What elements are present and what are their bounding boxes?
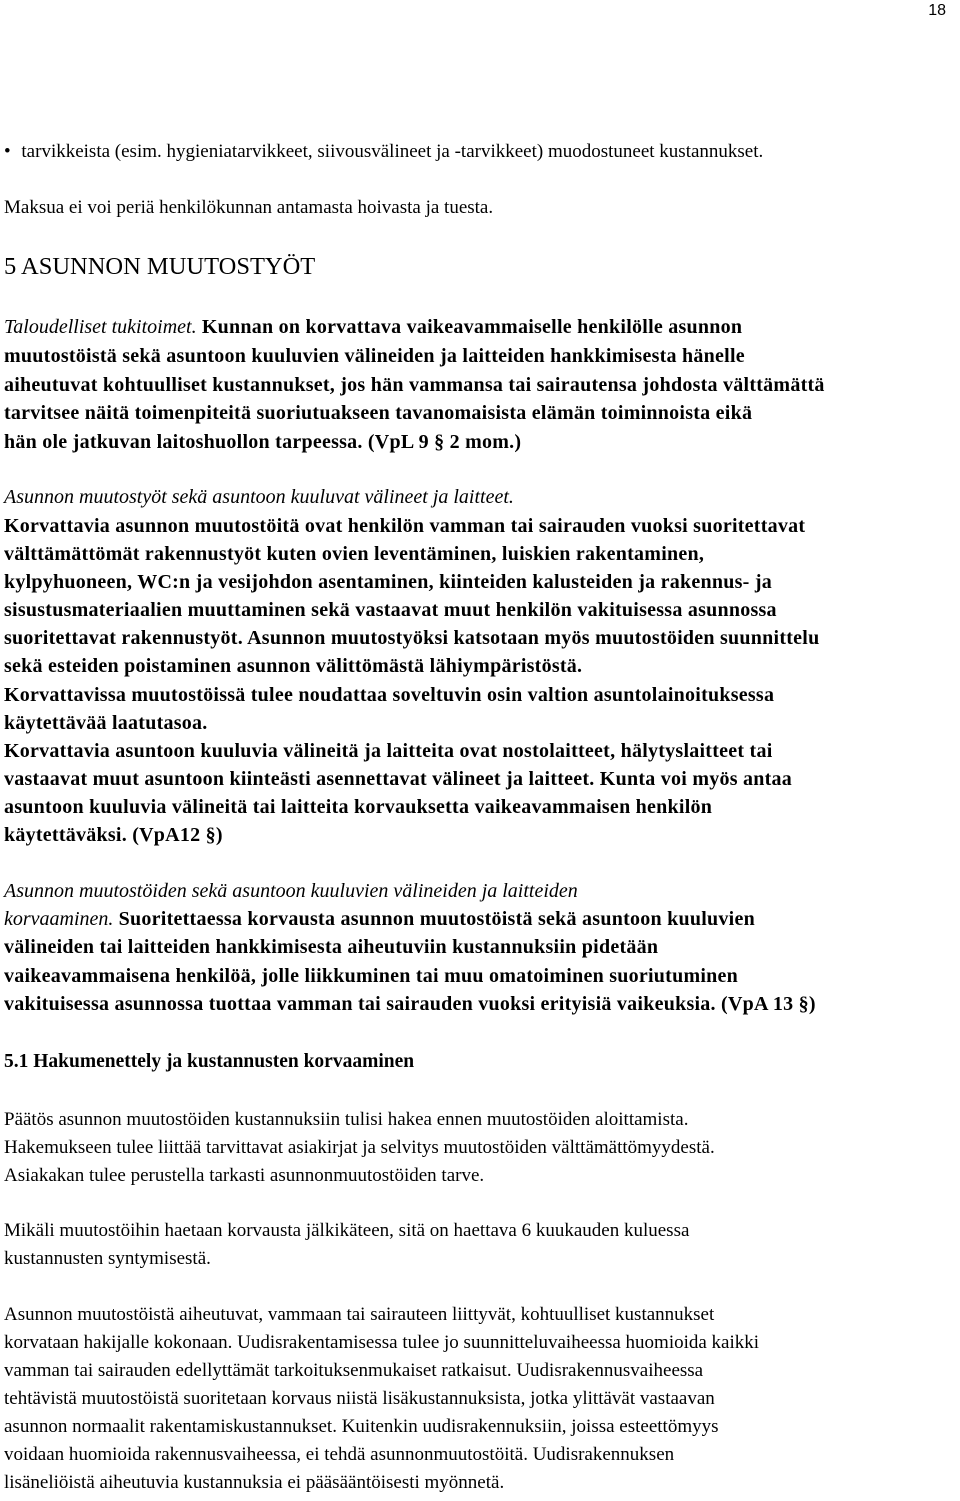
p3-line: vaikeavammaisena henkilöä, jolle liikkuminen tai muu omatoiminen suoriutuminen [4, 965, 739, 987]
p6-line: korvataan hakijalle kokonaan. Uudisrakentamisessa tulee jo suunnitteluvaiheessa huomioida kaikki [4, 1332, 760, 1353]
p2-line: sekä esteiden poistaminen asunnon välittömästä lähiympäristöstä. [4, 655, 583, 677]
p6-line: voidaan huomioida rakennusvaiheessa, ei tehdä asunnonmuutostöitä. Uudisrakennuksen [4, 1444, 675, 1465]
p2-line: asuntoon kuuluvia välineitä tai laitteita korvauksetta vaikeavammaisen henkilön [4, 796, 713, 818]
p6-line: vamman tai sairauden edellyttämät tarkoituksenmukaiset ratkaisut. Uudisrakennusvaiheessa [4, 1360, 704, 1381]
p4-line: Asiakakan tulee perustella tarkasti asunnonmuutostöiden tarve. [4, 1165, 485, 1186]
p5-line: kustannusten syntymisestä. [4, 1248, 211, 1269]
p1-line-1 [4, 317, 742, 337]
p6-line: asunnon normaalit rakentamiskustannukset. Kuitenkin uudisrakennuksiin, joissa esteettömyys [4, 1416, 719, 1437]
intro-line: Maksua ei voi periä henkilökunnan antamasta hoivasta ja tuesta. [4, 197, 494, 218]
p5-line: Mikäli muutostöihin haetaan korvausta jälkikäteen, sitä on haettava 6 kuukauden kuluessa [4, 1220, 690, 1241]
p1-line-1-text: Kunnan on korvattava vaikeavammaiselle henkilölle asunnon [196, 316, 743, 338]
bullet-symbol: • [4, 141, 11, 162]
p3-italic-lead: korvaaminen. [4, 908, 114, 930]
subsection-heading: 5.1 Hakumenettely ja kustannusten korvaaminen [4, 1051, 415, 1072]
p2-line: sisustusmateriaalien muuttaminen sekä vastaavat muut henkilön vakituisessa asunnossa [4, 599, 777, 621]
p2-line: Korvattavia asunnon muutostöitä ovat henkilön vamman tai sairauden vuoksi suoritettavat [4, 515, 806, 537]
page-number: 18 [928, 2, 946, 19]
p2-line: suoritettavat rakennustyöt. Asunnon muutostyöksi katsotaan myös muutostöiden suunnittelu [4, 627, 820, 649]
p2-italic-heading: Asunnon muutostyöt sekä asuntoon kuuluvat välineet ja laitteet. [4, 486, 514, 508]
p2-line: käytettäväksi. (VpA12 §) [4, 824, 223, 846]
p3-italic-heading: Asunnon muutostöiden sekä asuntoon kuuluvien välineiden ja laitteiden [4, 880, 578, 902]
p3-line-2 [4, 909, 755, 929]
p1-line-5: hän ole jatkuvan laitoshuollon tarpeessa. (VpL 9 § 2 mom.) [4, 431, 522, 453]
p2-line: kylpyhuoneen, WC:n ja vesijohdon asentaminen, kiinteiden kalusteiden ja rakennus- ja [4, 571, 772, 593]
p4-line: Päätös asunnon muutostöiden kustannuksiin tulisi hakea ennen muutostöiden aloittamista. [4, 1109, 689, 1130]
p3-line-2-text: Suoritettaessa korvausta asunnon muutostöistä sekä asuntoon kuuluvien [113, 908, 755, 930]
p1-italic-lead: Taloudelliset tukitoimet. [4, 316, 197, 338]
p6-line: Asunnon muutostöistä aiheutuvat, vammaan tai sairauteen liittyvät, kohtuulliset kustannukset [4, 1304, 715, 1325]
p1-line-3: aiheutuvat kohtuulliset kustannukset, jos hän vammansa tai sairautensa johdosta välttämättä [4, 374, 825, 396]
p1-line-2: muutostöistä sekä asuntoon kuuluvien välineiden ja laitteiden hankkimisesta hänelle [4, 345, 745, 367]
p2-line: vastaavat muut asuntoon kiinteästi asennettavat välineet ja laitteet. Kunta voi myös antaa [4, 768, 793, 790]
p3-line: vakituisessa asunnossa tuottaa vamman tai sairauden vuoksi erityisiä vaikeuksia. (VpA 13 §) [4, 993, 816, 1015]
p1-line-4: tarvitsee näitä toimenpiteitä suoriutuakseen tavanomaisista elämän toiminnoista eikä [4, 402, 753, 424]
p4-line: Hakemukseen tulee liittää tarvittavat asiakirjat ja selvitys muutostöiden välttämättömyydestä. [4, 1137, 715, 1158]
p2-line: käytettävää laatutasoa. [4, 712, 208, 734]
bullet-item [4, 142, 763, 161]
p3-line: välineiden tai laitteiden hankkimisesta aiheutuviin kustannuksiin pidetään [4, 936, 659, 958]
p6-line: lisäneliöistä aiheutuvia kustannuksia ei pääsääntöisesti myönnetä. [4, 1472, 505, 1493]
p6-line: tehtävistä muutostöistä suoritetaan korvaus niistä lisäkustannuksista, jotka ylittävät vastaavan [4, 1388, 715, 1409]
p2-line: Korvattavia asuntoon kuuluvia välineitä ja laitteita ovat nostolaitteet, hälytyslaitteet tai [4, 740, 773, 762]
p2-line: välttämättömät rakennustyöt kuten ovien leventäminen, luiskien rakentaminen, [4, 543, 705, 565]
bullet-text: tarvikkeista (esim. hygieniatarvikkeet, siivousvälineet ja -tarvikkeet) muodostuneet kustannukset. [21, 141, 764, 162]
section-heading: 5 ASUNNON MUUTOSTYÖT [4, 253, 316, 280]
p2-line: Korvattavissa muutostöissä tulee noudattaa soveltuvin osin valtion asuntolainoituksessa [4, 684, 775, 706]
